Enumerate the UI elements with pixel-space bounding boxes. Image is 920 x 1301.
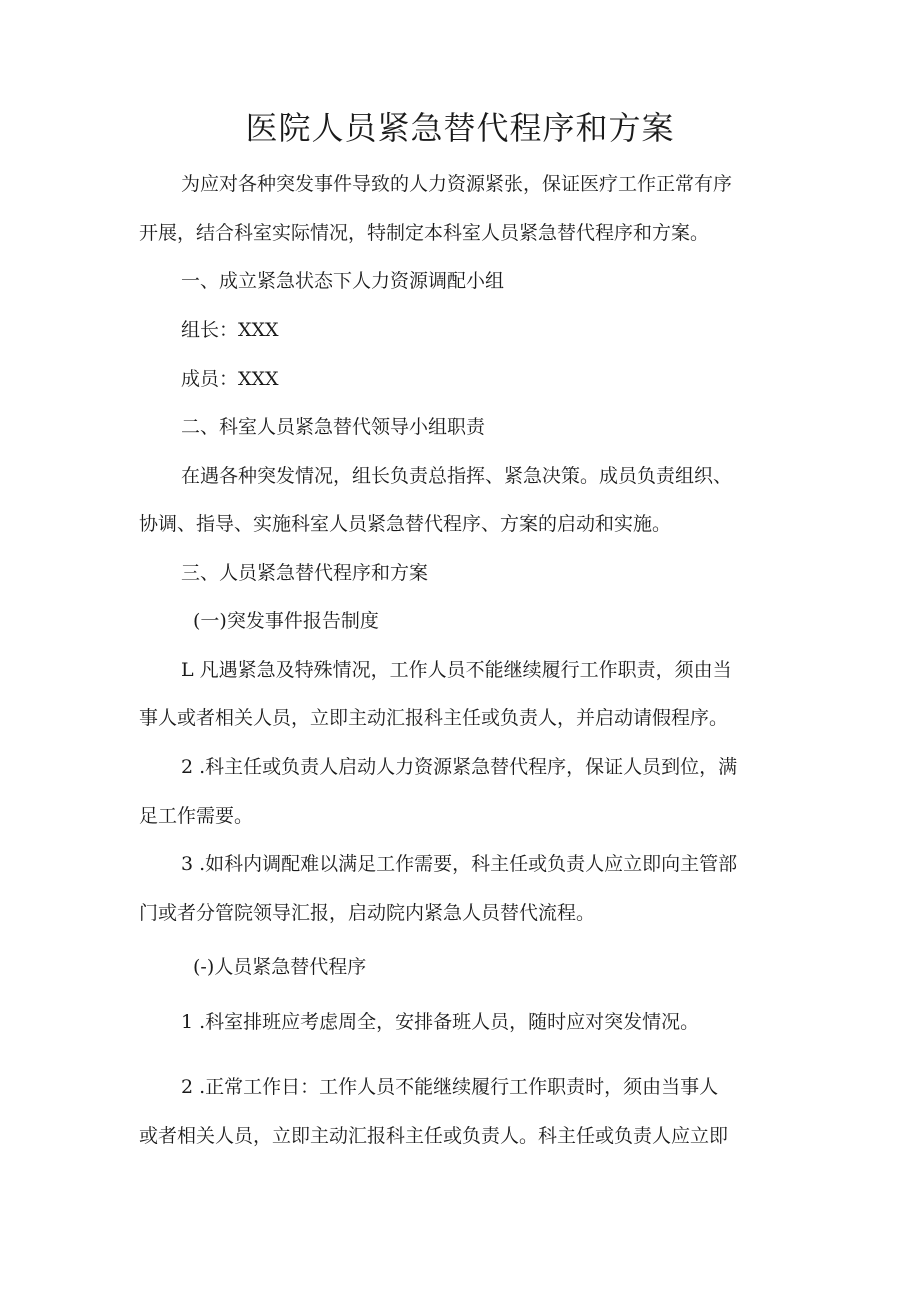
list-item-line: L 凡遇紧急及特殊情况，工作人员不能继续履行工作职责，须由当 [181, 659, 732, 681]
team-members-line: 成员：XXX [181, 368, 279, 390]
list-item-line: 2 .科主任或负责人启动人力资源紧急替代程序，保证人员到位，满 [181, 756, 738, 778]
list-item-line: 2 .正常工作日：工作人员不能继续履行工作职责时，须由当事人 [181, 1076, 719, 1098]
list-item-line: 1 .科室排班应考虑周全，安排备班人员，随时应对突发情况。 [181, 1011, 700, 1033]
list-item-line: 事人或者相关人员，立即主动汇报科主任或负责人，并启动请假程序。 [139, 707, 729, 729]
document-title: 医院人员紧急替代程序和方案 [245, 109, 675, 147]
section-heading-3: 三、人员紧急替代程序和方案 [181, 562, 429, 584]
paragraph-line: 开展，结合科室实际情况，特制定本科室人员紧急替代程序和方案。 [139, 222, 710, 244]
section-heading-1: 一、成立紧急状态下人力资源调配小组 [181, 270, 505, 292]
list-item-line: 3 .如科内调配难以满足工作需要，科主任或负责人应立即向主管部 [181, 853, 738, 875]
team-leader-line: 组长：XXX [181, 319, 279, 341]
subsection-heading-1: (一)突发事件报告制度 [193, 610, 379, 632]
paragraph-line: 在遇各种突发情况，组长负责总指挥、紧急决策。成员负责组织、 [181, 465, 733, 487]
section-heading-2: 二、科室人员紧急替代领导小组职责 [181, 416, 486, 438]
subsection-heading-2: (-)人员紧急替代程序 [193, 956, 367, 978]
paragraph-line: 协调、指导、实施科室人员紧急替代程序、方案的启动和实施。 [139, 513, 672, 535]
paragraph-line: 为应对各种突发事件导致的人力资源紧张，保证医疗工作正常有序 [181, 173, 733, 195]
list-item-line: 门或者分管院领导汇报，启动院内紧急人员替代流程。 [139, 902, 596, 924]
list-item-line: 或者相关人员，立即主动汇报科主任或负责人。科主任或负责人应立即 [139, 1125, 729, 1147]
list-item-line: 足工作需要。 [139, 805, 254, 827]
